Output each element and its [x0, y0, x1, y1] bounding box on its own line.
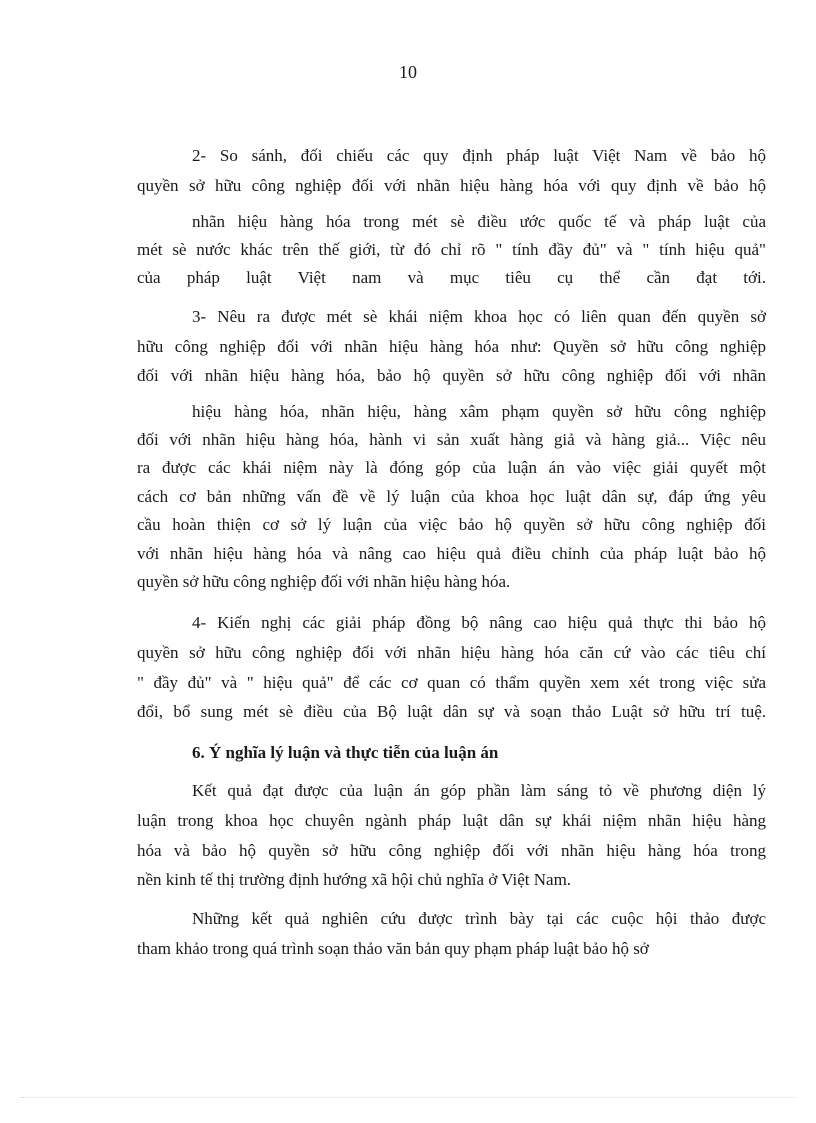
text-line: hóa và bảo hộ quyền sở hữu công nghiệp đối với nhãn hiệu hàng hóa trong [137, 841, 766, 860]
text-line: đối với nhãn hiệu hàng hóa, hành vi sản xuất hàng giả và hàng giả... Việc nêu [137, 430, 766, 449]
text-line: hữu công nghiệp đối với nhãn hiệu hàng hóa như: Quyền sở hữu công nghiệp [137, 337, 766, 356]
text-line: nền kinh tế thị trường định hướng xã hội chủ nghĩa ở Việt Nam. [137, 870, 572, 889]
text-line: đổi, bổ sung mét sè điều của Bộ luật dân sự và soạn thảo Luật sở hữu trí tuệ. [137, 702, 766, 721]
text-line: hiệu hàng hóa, nhãn hiệu, hàng xâm phạm quyền sở hữu công nghiệp [192, 402, 766, 421]
text-line: của pháp luật Việt nam và mục tiêu cụ thể cần đạt tới. [137, 268, 766, 287]
text-line: " đầy đủ" và " hiệu quả" để các cơ quan có thẩm quyền xem xét trong việc sửa [137, 673, 766, 692]
text-line: tham khảo trong quá trình soạn thảo văn bản quy phạm pháp luật bảo hộ sở [137, 939, 649, 958]
text-line: quyền sở hữu công nghiệp đối với nhãn hiệu hàng hóa căn cứ vào các tiêu chí [137, 643, 766, 662]
text-line: đối với nhãn hiệu hàng hóa, bảo hộ quyền sở hữu công nghiệp đối với nhãn [137, 366, 766, 385]
text-line: cầu hoàn thiện cơ sở lý luận của việc bảo hộ quyền sở hữu công nghiệp đối [137, 515, 766, 534]
text-line: luận trong khoa học chuyên ngành pháp luật dân sự khái niệm nhãn hiệu hàng [137, 811, 766, 830]
page-bottom-rule [20, 1097, 796, 1098]
text-line: Những kết quả nghiên cứu được trình bày tại các cuộc hội thảo được [192, 909, 766, 928]
text-line: nhãn hiệu hàng hóa trong mét sè điều ước quốc tế và pháp luật của [192, 212, 766, 231]
text-line: ra được các khái niệm này là đóng góp của luận án vào việc giải quyết một [137, 458, 766, 477]
text-line: 4- Kiến nghị các giải pháp đồng bộ nâng cao hiệu quả thực thi bảo hộ [192, 613, 766, 632]
text-line: 2- So sánh, đối chiếu các quy định pháp luật Việt Nam về bảo hộ [192, 146, 766, 165]
text-line: cách cơ bản những vấn đề về lý luận của khoa học luật dân sự, đáp ứng yêu [137, 487, 766, 506]
text-line: mét sè nước khác trên thế giới, từ đó chỉ rõ " tính đầy đủ" và " tính hiệu quả" [137, 240, 766, 259]
text-line: 3- Nêu ra được mét sè khái niệm khoa học có liên quan đến quyền sở [192, 307, 766, 326]
page-number: 10 [399, 62, 417, 82]
text-line: Kết quả đạt được của luận án góp phần làm sáng tỏ về phương diện lý [192, 781, 766, 800]
section-heading: 6. Ý nghĩa lý luận và thực tiễn của luận án [192, 743, 499, 762]
text-line: quyền sở hữu công nghiệp đối với nhãn hiệu hàng hóa. [137, 572, 511, 591]
text-line: quyền sở hữu công nghiệp đối với nhãn hiệu hàng hóa với quy định về bảo hộ [137, 176, 766, 195]
text-line: với nhãn hiệu hàng hóa và nâng cao hiệu quả điều chỉnh của pháp luật bảo hộ [137, 544, 766, 563]
